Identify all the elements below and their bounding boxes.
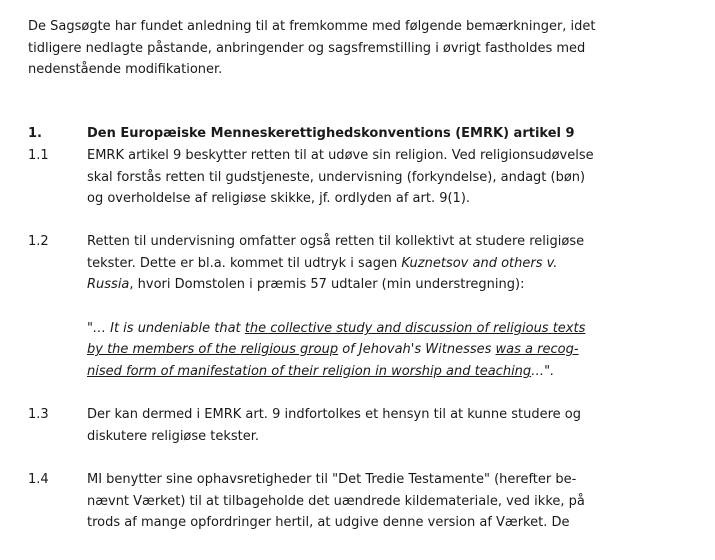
paragraph-1-4-line-2: nævnt Værket) til at tilbageholde det uændrede kildemateriale, ved ikke, på <box>87 494 585 509</box>
quote-line-3 <box>87 364 555 379</box>
intro-line-3: nedenstående modifikationer. <box>28 62 223 77</box>
paragraph-1-4-line-1: MI benytter sine ophavsretigheder til "Det Tredie Testamente" (herefter be- <box>87 472 577 487</box>
case-name: Kuznetsov and others v. <box>401 256 558 271</box>
section-number: 1. <box>28 126 42 141</box>
quote-underlined: by the members of the religious group <box>87 342 339 357</box>
quote-underlined: was a recog- <box>495 342 579 357</box>
paragraph-1-3-line-2: diskutere religiøse tekster. <box>87 429 260 444</box>
paragraph-1-1-line-1: EMRK artikel 9 beskytter retten til at udøve sin religion. Ved religionsudøvelse <box>87 148 594 163</box>
paragraph-1-2-text-continued: , hvori Domstolen i præmis 57 udtaler (min understregning): <box>129 277 525 292</box>
quote-underlined: the collective study and discussion of religious texts <box>244 321 586 336</box>
paragraph-1-1-line-3: og overholdelse af religiøse skikke, jf. ordlyden af art. 9(1). <box>87 191 471 206</box>
paragraph-1-3-line-1: Der kan dermed i EMRK art. 9 indfortolkes et hensyn til at kunne studere og <box>87 407 582 422</box>
intro-line-1: De Sagsøgte har fundet anledning til at fremkomme med følgende bemærkninger, idet <box>28 19 596 34</box>
quote-line-1 <box>87 321 586 336</box>
quote-text: "… It is undeniable that <box>87 321 245 336</box>
quote-line-2 <box>87 342 579 357</box>
paragraph-1-2-line-1: Retten til undervisning omfatter også retten til kollektivt at studere religiøse <box>87 234 585 249</box>
section-heading: Den Europæiske Menneskerettighedskonventions (EMRK) artikel 9 <box>87 126 575 141</box>
paragraph-number-1-3: 1.3 <box>28 407 49 422</box>
paragraph-1-2-text: tekster. Dette er bl.a. kommet til udtryk i sagen <box>87 256 402 271</box>
paragraph-1-1-line-2: skal forstås retten til gudstjeneste, undervisning (forkyndelse), andagt (bøn) <box>87 170 586 185</box>
paragraph-number-1-2: 1.2 <box>28 234 49 249</box>
paragraph-1-2-line-2 <box>87 256 558 271</box>
paragraph-number-1-4: 1.4 <box>28 472 49 487</box>
intro-line-2: tidligere nedlagte påstande, anbringender og sagsfremstilling i øvrigt fastholdes med <box>28 41 586 56</box>
paragraph-1-4-line-3: trods af mange opfordringer hertil, at udgive denne version af Værket. De <box>87 515 570 530</box>
quote-underlined: nised form of manifestation of their religion in worship and teaching <box>87 364 532 379</box>
quote-text: of Jehovah's Witnesses <box>338 342 496 357</box>
paragraph-1-2-line-3 <box>87 278 550 291</box>
case-name-continued: Russia <box>87 277 130 292</box>
paragraph-number-1-1: 1.1 <box>28 148 49 163</box>
quote-end: …". <box>531 364 555 379</box>
